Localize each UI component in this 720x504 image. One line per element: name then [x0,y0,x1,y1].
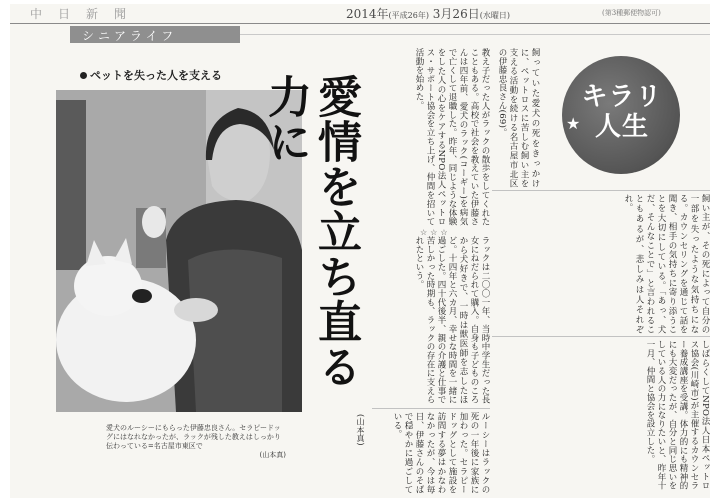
byline: (山本真) [356,414,365,446]
paper-name: 中日新聞 [30,7,143,21]
body-column-4: しばらくしてNPO法人日本ペットロス協会(川崎市)が主催するカウンセラー養成講座を受講。体力的にも精神的にも大変だったが、自分と同じ思いをしている人の力になりたいと、昨年十一月、仲間と協会を設立した。 [645,340,710,490]
masthead-rule [10,23,710,24]
bullet-dot-icon [80,72,87,79]
newspaper-page [10,4,710,498]
star-icon: ★ [566,114,581,133]
body-column-2: ラックは二〇〇一年、当時中学生だった長女にねだられて購入。自身も子どものころから犬好きで、一時は獣医師を志したほど。十四年と六カ月、幸せな時間を一緒に過ごした。四十代後半、親の介護と仕事で苦しかった時期も、ラックの存在に支えられたという。 [414,236,490,404]
date-line [346,5,510,22]
photo-credit: (山本真) [259,451,286,459]
section-stars-icon: ☆☆☆ [420,228,451,237]
headline: 愛情を立ち直る力に [260,74,361,389]
body-column-3: 飼い主が、その死によって自分の一部を失ったような気持ちになる。カウンセリングを通じて話を聞き、相手の気持ちに寄り添うことを大切にしている。「あっ、犬だ、そんなことで」と言われることもあるが、悲しみは人それぞれ。 [623,194,710,334]
column-rule [372,408,490,409]
date-year: 2014年 [346,7,389,21]
column-rule [492,336,710,337]
section-rule [240,34,710,35]
photo-caption [106,424,286,460]
body-column-5: ルーシーはラックの死の一年後に家族に加わった。セラピードッグとして施設を訪問する夢はかなわなかったが、今は毎日、伊藤さんのそばで穏やかに過ごしている。 [392,412,490,494]
lead-tag-text: ペットを失った人を支える [90,69,222,82]
masthead [10,4,710,22]
intro-paragraph: 飼っていた愛犬の死をきっかけに、ペットロスに苦しむ飼い主を支える活動を続ける名古屋市北区の伊藤忠良さん(69)。 [497,48,540,188]
badge-label: キラリ人生 [581,82,663,142]
section-title: シニアライフ [82,29,178,43]
lead-tag [80,67,222,83]
date-era: (平成26年) [388,11,429,20]
caption-text: 愛犬のルーシーにもらった伊藤忠良さん。セラピードッグにはなれなかったが、ラックが残した教えはしっかり伝わっている=名古屋市東区で [106,424,281,450]
column-badge [562,56,680,174]
postal-permit: (第3種郵便物認可) [602,9,661,17]
section-band [70,26,240,43]
date-day: 3月26日 [432,7,480,21]
column-rule [492,190,710,191]
body-column-1: 教え子だった人がラックの散歩をしてくれたこともある。高校で社会を教えていた伊藤さんは四年前、愛犬のラック(コーギー)を病気で亡くして退職した。昨年、同じような体験をした人の心をケアするNPO法人ペットロス・サポート協会を立ち上げ、仲間を招いて活動を始めた。 [414,48,490,226]
date-weekday: (水曜日) [479,11,510,20]
